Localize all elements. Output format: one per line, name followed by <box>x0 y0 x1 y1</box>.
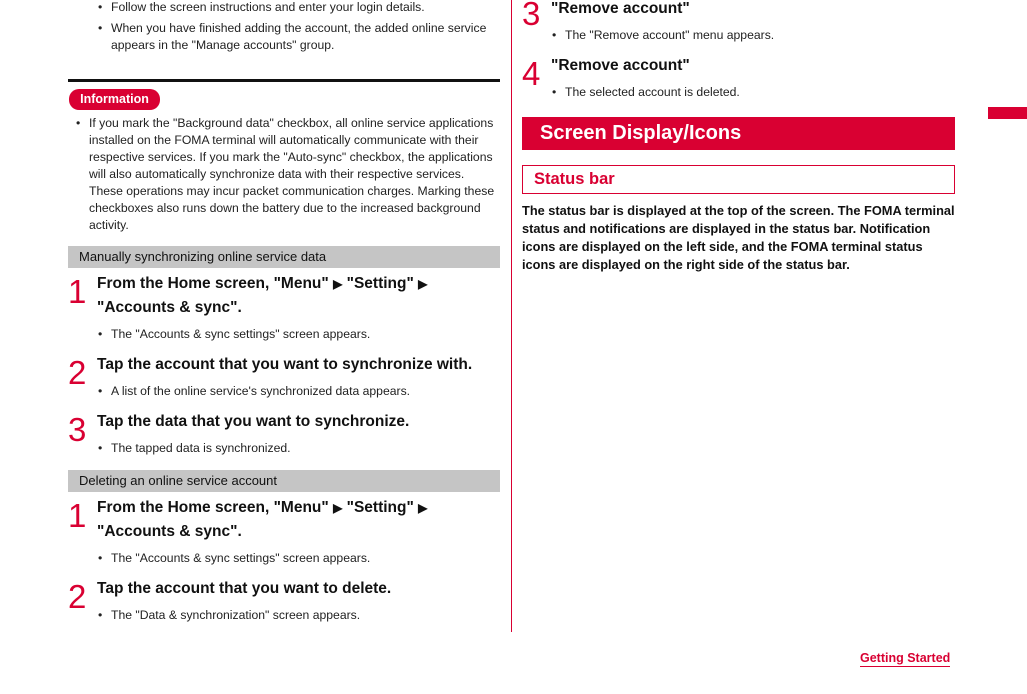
step-title: Tap the account that you want to synchronize with. <box>97 356 473 373</box>
step-note: • The "Accounts & sync settings" screen appears. <box>111 326 491 343</box>
step-note: • The "Remove account" menu appears. <box>565 27 945 44</box>
footer-chapter-link[interactable]: Getting Started <box>860 651 951 665</box>
step-number: 4 <box>522 55 541 92</box>
information-badge: Information <box>69 89 160 110</box>
subheading-box: Status bar <box>522 165 955 194</box>
step-title: From the Home screen, "Menu" ▶ "Setting" ▶ "Accounts & sync". <box>97 499 428 540</box>
chapter-index-tab <box>988 107 1027 119</box>
step-note: • The tapped data is synchronized. <box>111 440 491 457</box>
step-title: Tap the account that you want to delete. <box>97 580 392 597</box>
step-title: From the Home screen, "Menu" ▶ "Setting" ▶ "Accounts & sync". <box>97 275 428 316</box>
section-banner: Screen Display/Icons <box>522 117 955 150</box>
bullet-added-account: • When you have finished adding the account, the added online service appears in the "Manage accounts" group. <box>111 20 491 54</box>
status-bar-description: The status bar is displayed at the top of the screen. The FOMA terminal status and notifications are displayed in the status bar. Notification icons are displayed on the left side, and the FOMA terminal status icons are displayed on the right side of the status bar. <box>522 203 955 272</box>
step-number: 1 <box>68 497 87 534</box>
divider-rule <box>68 79 500 82</box>
step-number: 1 <box>68 273 87 310</box>
step-number: 3 <box>522 0 541 32</box>
step-title: Tap the data that you want to synchronize. <box>97 413 410 430</box>
bullet-login-details: • Follow the screen instructions and enter your login details. <box>111 0 491 16</box>
triangle-arrow-icon: ▶ <box>418 277 428 291</box>
triangle-arrow-icon: ▶ <box>333 501 343 515</box>
step-title: "Remove account" <box>551 57 690 74</box>
step-title: "Remove account" <box>551 0 690 17</box>
step-note: • A list of the online service's synchronized data appears. <box>111 383 491 400</box>
column-divider <box>511 0 512 632</box>
step-note: • The selected account is deleted. <box>565 84 945 101</box>
information-text: • If you mark the "Background data" checkbox, all online service applications installed on the FOMA terminal will automatically communicate with their respective services. If you mark the "Auto-sync" checkbox, the applications will also automatically synchronize data with their respective services. These operations may incur packet communication charges. Marking these checkboxes also runs down the battery due to the increased background activity. <box>89 115 499 234</box>
triangle-arrow-icon: ▶ <box>333 277 343 291</box>
step-number: 2 <box>68 578 87 615</box>
step-number: 2 <box>68 354 87 391</box>
step-note: • The "Accounts & sync settings" screen appears. <box>111 550 491 567</box>
step-note: • The "Data & synchronization" screen appears. <box>111 607 491 624</box>
section-heading-delete-account: Deleting an online service account <box>68 470 500 492</box>
triangle-arrow-icon: ▶ <box>418 501 428 515</box>
step-number: 3 <box>68 411 87 448</box>
section-heading-manual-sync: Manually synchronizing online service data <box>68 246 500 268</box>
